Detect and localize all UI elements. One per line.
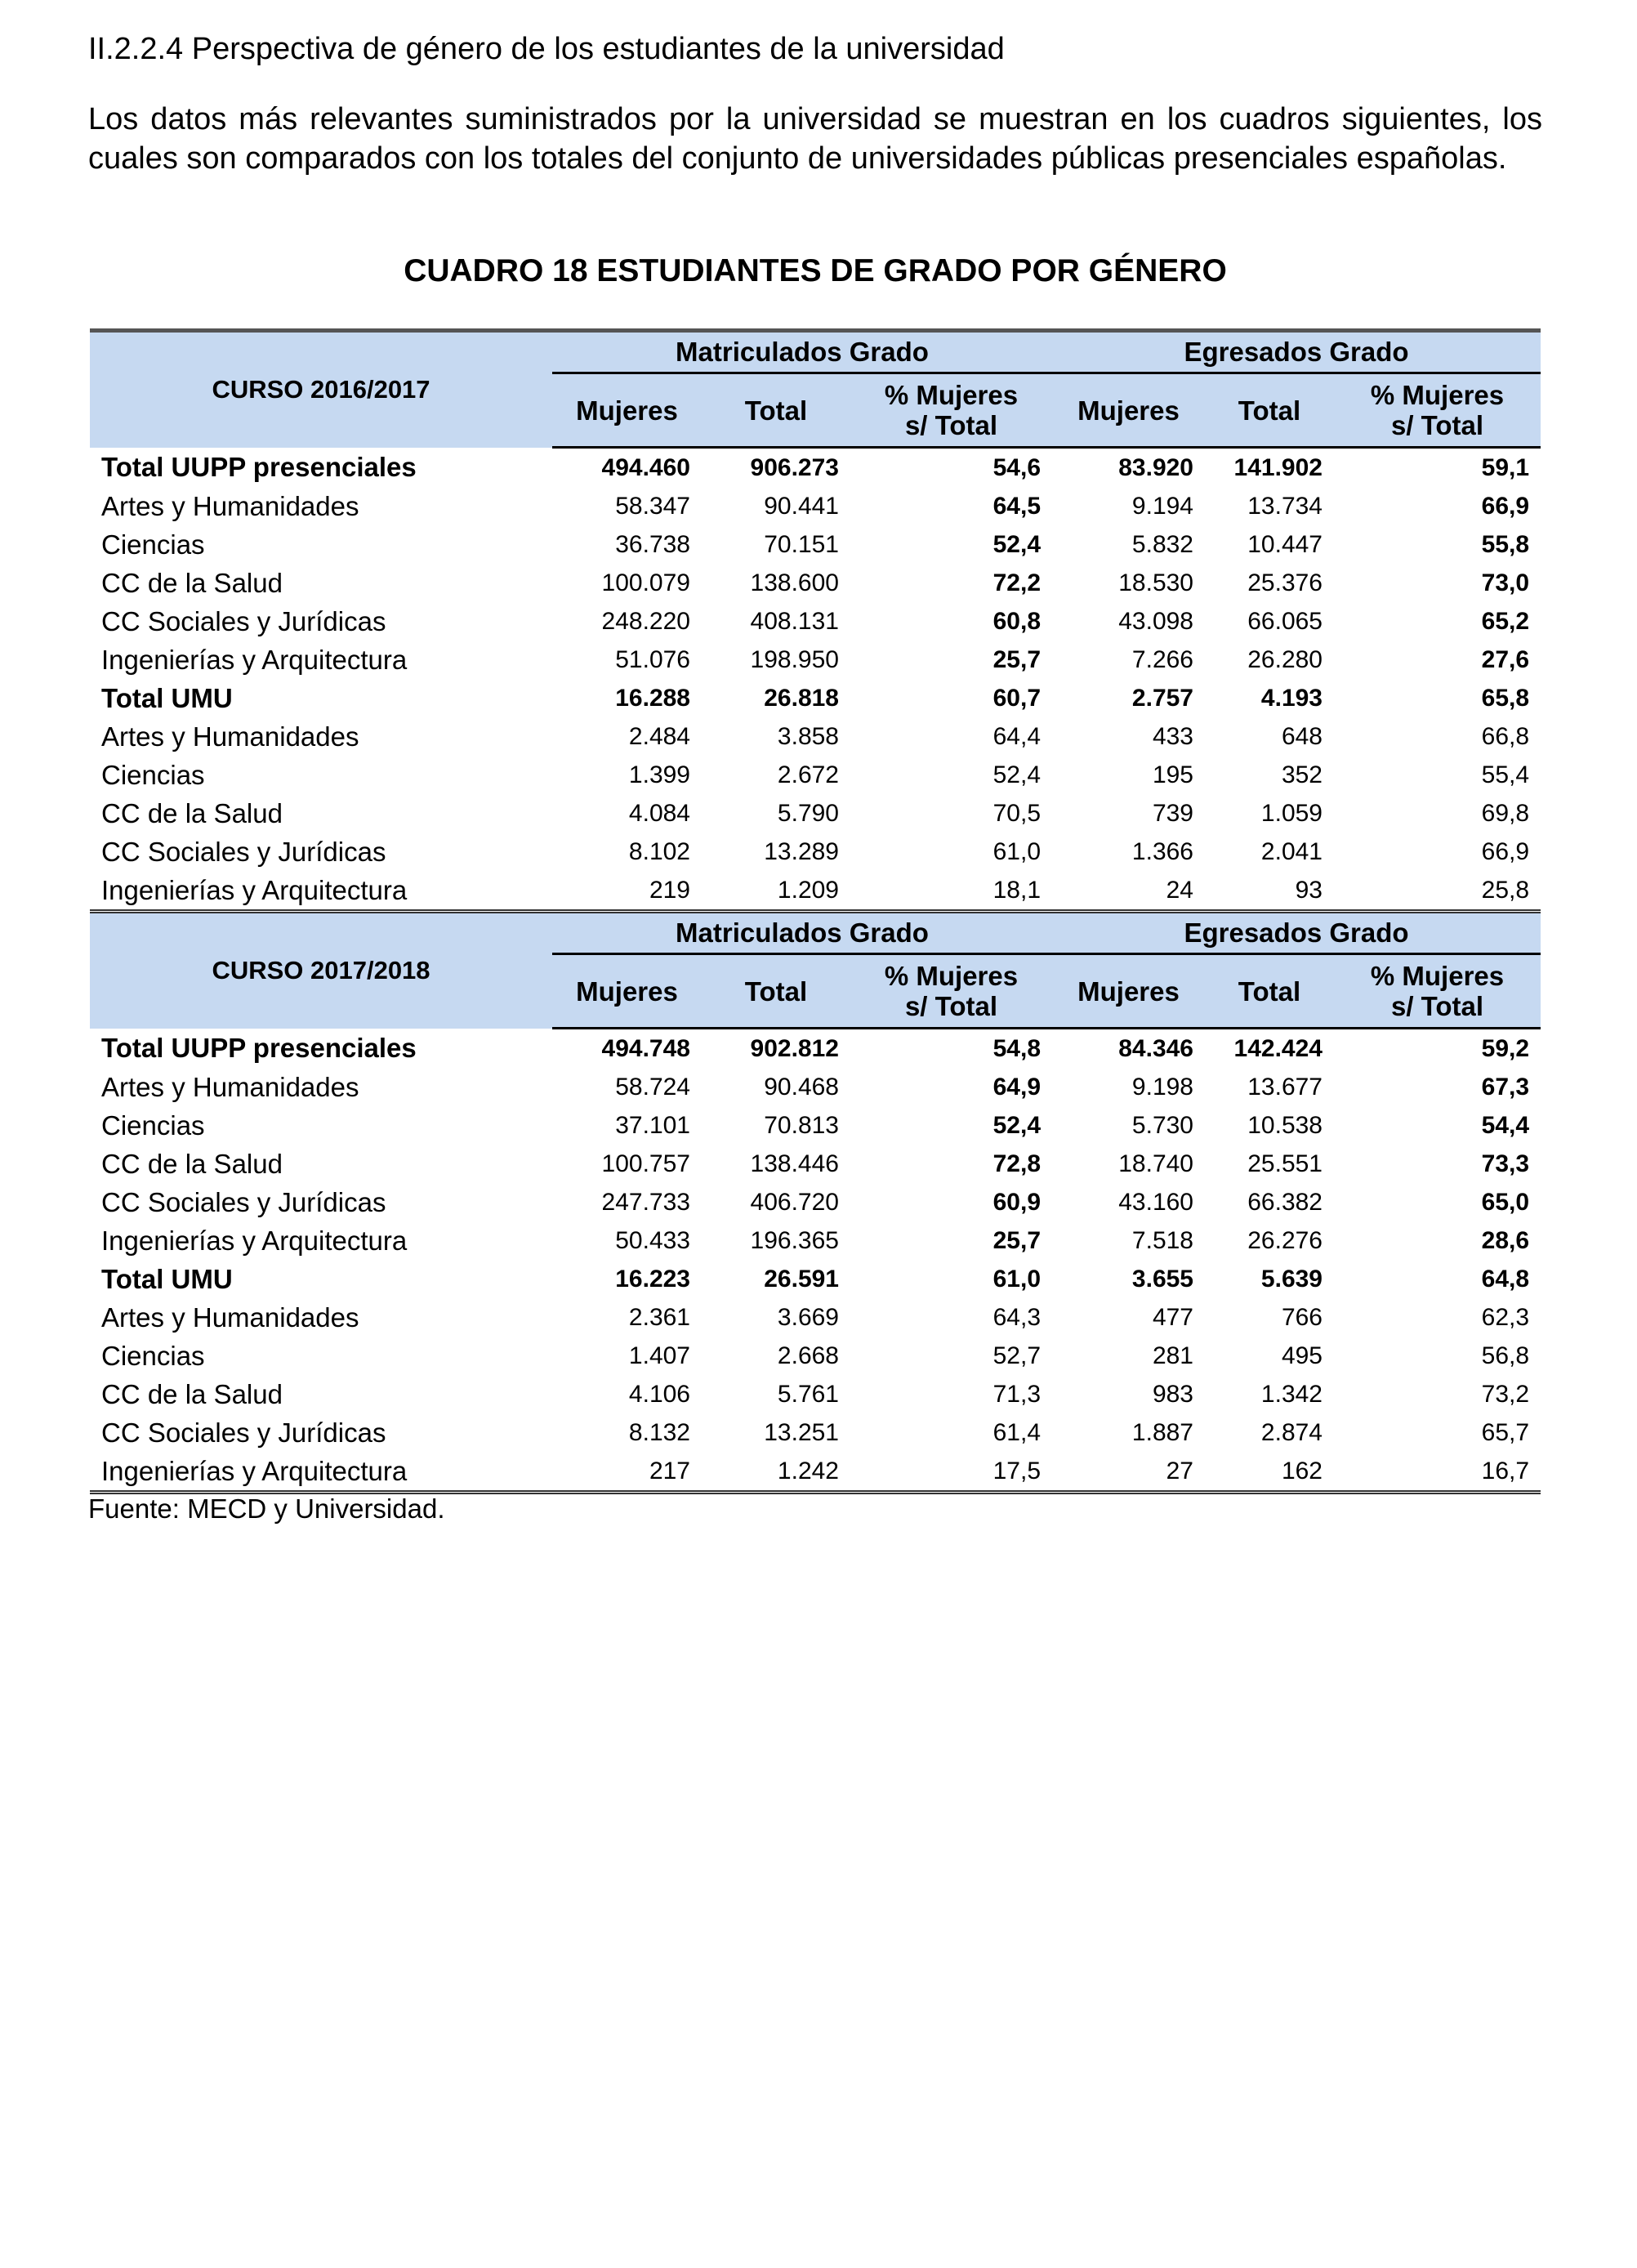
row-label: Artes y Humanidades [101,1072,359,1102]
col-header-pct [850,373,1052,448]
table-row [90,1029,1541,1069]
table-cell: 494.460 [601,454,690,481]
col-header-mujeres: Mujeres [552,954,702,1029]
table-cell: 73,0 [1481,569,1530,596]
table-cell: 142.424 [1233,1035,1323,1062]
table-cell: 90.441 [764,493,839,520]
table-cell: 26.280 [1247,646,1323,673]
row-label: Artes y Humanidades [101,491,359,521]
table-cell: 13.677 [1247,1074,1323,1101]
col-header-pct-line1: % Mujeres [884,380,1019,410]
table-cell: 54,4 [1481,1112,1530,1139]
table-cell: 67,3 [1481,1074,1530,1101]
table-cell: 141.902 [1233,454,1323,481]
row-label: CC Sociales y Jurídicas [101,606,386,636]
table-row [90,641,1541,679]
table-cell: 18.530 [1118,569,1193,596]
row-label: Ciencias [101,1341,205,1371]
row-label: Artes y Humanidades [101,1302,359,1333]
table-cell: 83.920 [1118,454,1193,481]
table-cell: 73,3 [1481,1150,1530,1177]
table-row [90,602,1541,641]
table-cell: 352 [1281,761,1323,788]
table-cell: 906.273 [750,454,839,481]
table-cell: 4.106 [628,1381,690,1408]
table-cell: 54,8 [992,1035,1041,1062]
table-cell: 73,2 [1481,1381,1530,1408]
table-cell: 64,4 [992,723,1041,750]
table-cell: 90.468 [764,1074,839,1101]
intro-paragraph: Los datos más relevantes suministrados por la universidad se muestran en los cuadros siguientes, los cuales son comparados con los totales del conjunto de universidades públicas presenciales españolas. [88,102,1542,176]
table-cell: 18.740 [1118,1150,1193,1177]
table-cell: 25.376 [1247,569,1323,596]
table-cell: 84.346 [1118,1035,1193,1062]
row-label: CC Sociales y Jurídicas [101,1418,386,1448]
table-cell: 61,0 [992,838,1041,865]
table-cell: 495 [1281,1342,1323,1369]
table-cell: 766 [1281,1304,1323,1331]
table-cell: 17,5 [850,1452,1052,1493]
table-cell: 9.194 [1131,493,1193,520]
table-cell: 66.065 [1247,608,1323,635]
table-row [90,794,1541,833]
table-cell: 5.730 [1131,1112,1193,1139]
table-cell: 65,7 [1481,1419,1530,1446]
table-cell: 25,8 [1334,871,1541,912]
table-cell: 219 [552,871,702,912]
table-cell: 2.672 [777,761,839,788]
row-label: Ingenierías y Arquitectura [90,1452,552,1493]
table-row [90,1221,1541,1260]
row-label: Total UMU [101,683,233,713]
table-cell: 65,2 [1481,608,1530,635]
col-header-total: Total [702,954,850,1029]
table-cell: 70.813 [764,1112,839,1139]
row-label: CC Sociales y Jurídicas [101,1187,386,1217]
table-cell: 52,4 [992,531,1041,558]
table-cell: 1.209 [702,871,850,912]
table-cell: 281 [1152,1342,1193,1369]
table-row [90,1068,1541,1106]
col-header-total: Total [702,373,850,448]
table-row [90,1260,1541,1298]
table-cell: 37.101 [615,1112,690,1139]
table-cell: 52,4 [992,1112,1041,1139]
table-cell: 69,8 [1481,800,1530,827]
course-label: CURSO 2016/2017 [90,331,552,448]
col-header-pct-line2: s/ Total [1390,410,1484,440]
table-cell: 3.858 [777,723,839,750]
table-cell: 7.518 [1131,1227,1193,1254]
table-cell: 138.446 [750,1150,839,1177]
students-by-gender-table [90,328,1541,1494]
col-header-pct [1334,373,1541,448]
table-row [90,1145,1541,1183]
table-row [90,487,1541,525]
table-cell: 100.079 [601,569,690,596]
col-header-pct-line2: s/ Total [1390,991,1484,1021]
table-cell: 43.098 [1118,608,1193,635]
table-cell: 2.668 [777,1342,839,1369]
row-label: Artes y Humanidades [101,721,359,752]
col-header-pct-line1: % Mujeres [884,961,1019,991]
table-cell: 66,8 [1481,723,1530,750]
table-cell: 64,5 [992,493,1041,520]
table-cell: 72,2 [992,569,1041,596]
table-cell: 25,7 [992,1227,1041,1254]
col-header-pct-line1: % Mujeres [1370,380,1505,410]
table-cell: 27,6 [1481,646,1530,673]
col-header-total: Total [1205,954,1334,1029]
table-cell: 70.151 [764,531,839,558]
table-cell: 2.484 [628,723,690,750]
row-label: Ciencias [101,529,205,560]
table-row [90,1452,1541,1493]
table-cell: 1.059 [1260,800,1323,827]
table-cell: 1.399 [628,761,690,788]
col-header-pct-line1: % Mujeres [1370,961,1505,991]
table-cell: 494.748 [601,1035,690,1062]
row-label: CC de la Salud [101,1379,283,1409]
table-cell: 70,5 [992,800,1041,827]
col-header-pct [850,954,1052,1029]
table-cell: 36.738 [615,531,690,558]
table-cell: 195 [1152,761,1193,788]
table-cell: 27 [1052,1452,1205,1493]
table-cell: 1.887 [1131,1419,1193,1446]
group-header-matriculados: Matriculados Grado [552,912,1052,954]
table-row [90,1183,1541,1221]
table-row [90,1106,1541,1145]
table-cell: 16.223 [615,1266,690,1292]
col-header-mujeres: Mujeres [1052,954,1205,1029]
table-caption: CUADRO 18 ESTUDIANTES DE GRADO POR GÉNERO [404,253,1227,288]
table-cell: 66,9 [1481,838,1530,865]
table-cell: 5.639 [1260,1266,1323,1292]
group-header-egresados: Egresados Grado [1052,331,1541,373]
table-cell: 100.757 [601,1150,690,1177]
table-cell: 61,4 [992,1419,1041,1446]
table-cell: 64,3 [992,1304,1041,1331]
table-row [90,448,1541,488]
table-cell: 60,9 [992,1189,1041,1216]
table-cell: 64,9 [992,1074,1041,1101]
table-cell: 7.266 [1131,646,1193,673]
table-cell: 477 [1152,1304,1193,1331]
table-row [90,564,1541,602]
table-cell: 65,8 [1481,685,1530,712]
table-row [90,1298,1541,1337]
table-cell: 16.288 [615,685,690,712]
table-cell: 93 [1205,871,1334,912]
table-cell: 4.193 [1260,685,1323,712]
table-cell: 902.812 [750,1035,839,1062]
table-row [90,1337,1541,1375]
row-label: Total UMU [101,1264,233,1294]
table-cell: 25,7 [992,646,1041,673]
table-row [90,1375,1541,1413]
table-cell: 64,8 [1481,1266,1530,1292]
group-header-egresados: Egresados Grado [1052,912,1541,954]
table-row [90,717,1541,756]
table-cell: 60,8 [992,608,1041,635]
section-heading: II.2.2.4 Perspectiva de género de los estudiantes de la universidad [88,32,1005,66]
table-row [90,525,1541,564]
table-cell: 60,7 [992,685,1041,712]
row-label: Ciencias [101,1110,205,1141]
table-cell: 1.342 [1260,1381,1323,1408]
col-header-mujeres: Mujeres [1052,373,1205,448]
table-cell: 56,8 [1481,1342,1530,1369]
table-cell: 65,0 [1481,1189,1530,1216]
table-cell: 648 [1281,723,1323,750]
table-cell: 52,7 [992,1342,1041,1369]
table-cell: 408.131 [750,608,839,635]
table-cell: 3.669 [777,1304,839,1331]
table-cell: 25.551 [1247,1150,1323,1177]
table-cell: 50.433 [615,1227,690,1254]
row-label: CC de la Salud [101,1149,283,1179]
table-cell: 8.102 [628,838,690,865]
table-cell: 9.198 [1131,1074,1193,1101]
table-cell: 5.832 [1131,531,1193,558]
col-header-mujeres: Mujeres [552,373,702,448]
table-cell: 2.361 [628,1304,690,1331]
table-cell: 43.160 [1118,1189,1193,1216]
table-cell: 59,2 [1481,1035,1530,1062]
table-cell: 71,3 [992,1381,1041,1408]
table-cell: 28,6 [1481,1227,1530,1254]
col-header-pct-line2: s/ Total [904,410,998,440]
row-label: Ingenierías y Arquitectura [101,645,408,675]
row-label: Total UUPP presenciales [101,452,417,483]
table-row [90,833,1541,871]
table-cell: 52,4 [992,761,1041,788]
header-group-row [90,331,1541,373]
table-row [90,679,1541,717]
table-cell: 10.447 [1247,531,1323,558]
row-label: Ingenierías y Arquitectura [101,1226,408,1256]
table-cell: 196.365 [750,1227,839,1254]
col-header-pct-line2: s/ Total [904,991,998,1021]
table-cell: 26.276 [1247,1227,1323,1254]
table-cell: 2.757 [1131,685,1193,712]
row-label: Ingenierías y Arquitectura [90,871,552,912]
table-cell: 16,7 [1334,1452,1541,1493]
table-cell: 1.366 [1131,838,1193,865]
table-cell: 138.600 [750,569,839,596]
table-cell: 66.382 [1247,1189,1323,1216]
table-cell: 58.724 [615,1074,690,1101]
table-cell: 61,0 [992,1266,1041,1292]
table-row [90,1413,1541,1452]
table-row [90,756,1541,794]
table-cell: 5.761 [777,1381,839,1408]
row-label: Total UUPP presenciales [101,1033,417,1064]
table-cell: 72,8 [992,1150,1041,1177]
row-label: CC de la Salud [101,798,283,828]
table-cell: 2.874 [1260,1419,1323,1446]
table-cell: 3.655 [1131,1266,1193,1292]
table-cell: 54,6 [992,454,1041,481]
table-cell: 248.220 [601,608,690,635]
table-cell: 13.289 [764,838,839,865]
source-note: Fuente: MECD y Universidad. [88,1493,445,1524]
table-cell: 13.734 [1247,493,1323,520]
table-cell: 55,4 [1481,761,1530,788]
table-cell: 198.950 [750,646,839,673]
table-cell: 58.347 [615,493,690,520]
col-header-pct [1334,954,1541,1029]
table-cell: 62,3 [1481,1304,1530,1331]
table-cell: 10.538 [1247,1112,1323,1139]
table-cell: 1.242 [702,1452,850,1493]
table-cell: 983 [1152,1381,1193,1408]
table-cell: 162 [1205,1452,1334,1493]
table-cell: 55,8 [1481,531,1530,558]
row-label: CC de la Salud [101,568,283,598]
table-cell: 247.733 [601,1189,690,1216]
table-cell: 8.132 [628,1419,690,1446]
course-label: CURSO 2017/2018 [90,912,552,1029]
table-cell: 433 [1152,723,1193,750]
table-cell: 66,9 [1481,493,1530,520]
table-cell: 26.591 [764,1266,839,1292]
table-cell: 5.790 [777,800,839,827]
row-label: CC Sociales y Jurídicas [101,837,386,867]
table-cell: 51.076 [615,646,690,673]
table-cell: 406.720 [750,1189,839,1216]
row-label: Ciencias [101,760,205,790]
group-header-matriculados: Matriculados Grado [552,331,1052,373]
table-row [90,871,1541,912]
table-cell: 59,1 [1481,454,1530,481]
col-header-total: Total [1205,373,1334,448]
table-cell: 1.407 [628,1342,690,1369]
table-cell: 217 [552,1452,702,1493]
header-group-row [90,912,1541,954]
table-cell: 26.818 [764,685,839,712]
table-cell: 13.251 [764,1419,839,1446]
table-cell: 18,1 [850,871,1052,912]
table-cell: 739 [1152,800,1193,827]
table-cell: 24 [1052,871,1205,912]
table-cell: 4.084 [628,800,690,827]
table-cell: 2.041 [1260,838,1323,865]
